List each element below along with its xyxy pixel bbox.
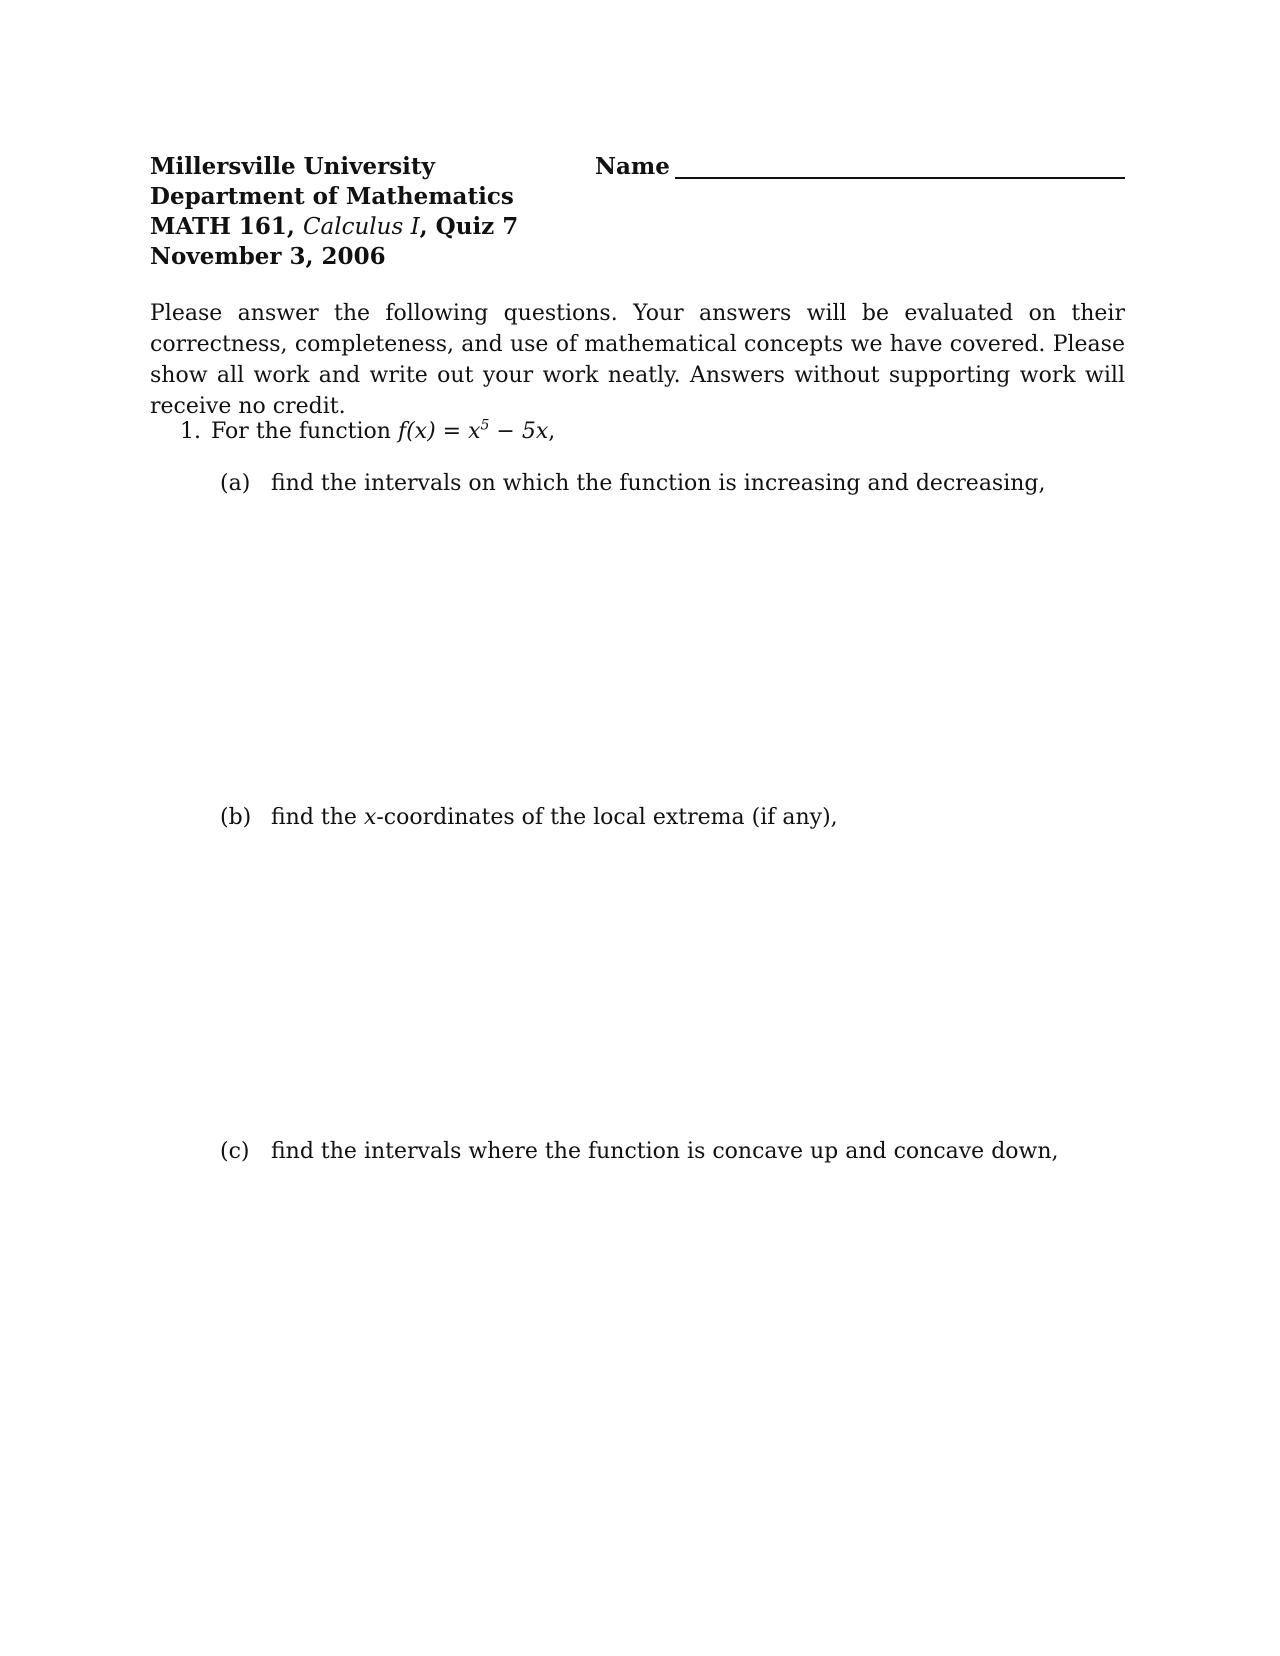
part-text-after: -coordinates of the local extrema (if any), xyxy=(376,805,838,830)
quiz-number: , Quiz 7 xyxy=(419,213,519,240)
function-rhs: − 5x xyxy=(489,419,549,444)
function-lhs: f(x) = x xyxy=(397,419,481,444)
question-suffix: , xyxy=(548,419,556,444)
quiz-date: November 3, 2006 xyxy=(150,243,386,270)
part-text: find the intervals on which the function is increasing and decreasing, xyxy=(271,471,1046,496)
question-1 xyxy=(180,417,1080,447)
question-1-part-c xyxy=(220,1137,1120,1167)
function-expression xyxy=(398,419,548,444)
function-exponent: 5 xyxy=(480,417,490,434)
part-label: (a) xyxy=(220,471,251,496)
course-prefix: MATH 161, xyxy=(150,213,295,240)
course-header xyxy=(150,152,570,272)
question-1-part-a xyxy=(220,469,1120,499)
course-line xyxy=(150,212,570,242)
name-label: Name xyxy=(595,153,670,180)
instructions-paragraph: Please answer the following questions. Your answers will be evaluated on their correctness, completeness, and use of mathematical concepts we have covered. Please show all work and write out your work neatly. Answers without supporting work will receive no credit. xyxy=(150,301,1125,419)
question-1-part-b xyxy=(220,803,1120,833)
name-underline[interactable] xyxy=(675,177,1125,179)
university-name: Millersville University xyxy=(150,153,435,180)
part-label: (b) xyxy=(220,805,252,830)
part-label: (c) xyxy=(220,1139,250,1164)
department-name: Department of Mathematics xyxy=(150,183,514,210)
name-field xyxy=(595,152,1125,184)
question-prefix: For the function xyxy=(211,419,391,444)
part-variable: x xyxy=(363,805,377,830)
course-title: Calculus I xyxy=(302,214,420,240)
part-text: find the intervals where the function is concave up and concave down, xyxy=(271,1139,1059,1164)
part-text-before: find the xyxy=(271,805,364,830)
question-number: 1. xyxy=(180,419,201,444)
